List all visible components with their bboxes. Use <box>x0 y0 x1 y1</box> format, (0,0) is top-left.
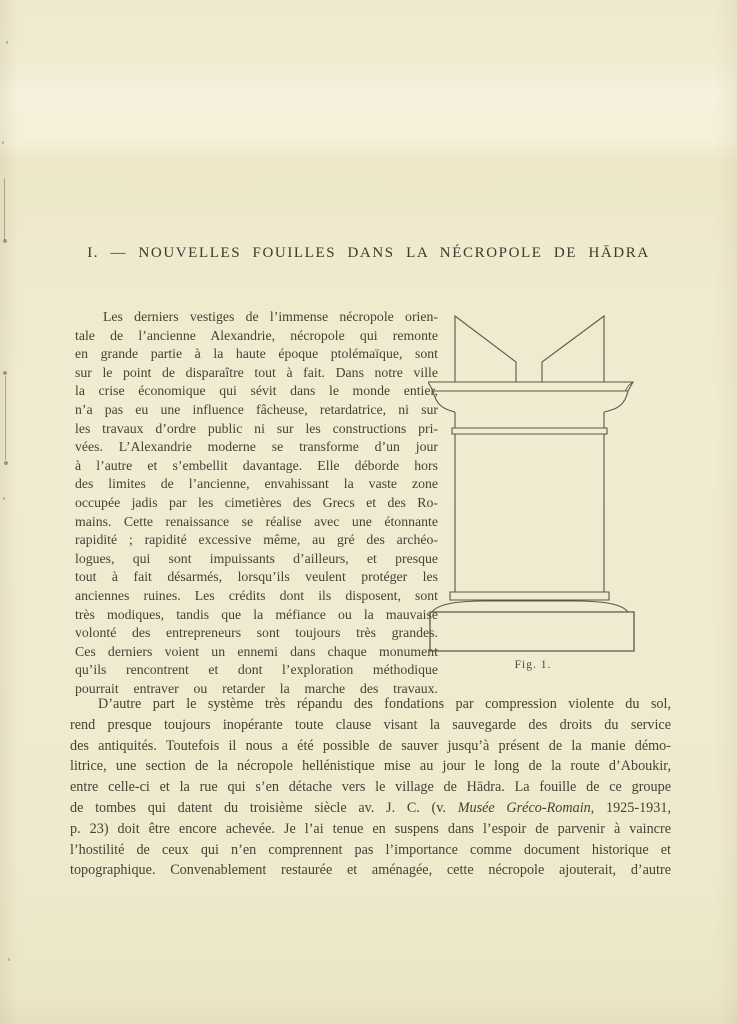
altar-fillet-band <box>452 428 607 434</box>
text-line: vées. L’Alexandrie moderne se transforme d’un jour <box>75 439 438 455</box>
altar-capital <box>433 391 628 428</box>
text-line: occupée jadis par les cimetières des Grecs et des Ro- <box>75 494 438 510</box>
binding-stitch-knot <box>4 461 8 465</box>
italic-line-post: , 1925-1931, <box>590 799 672 816</box>
text-line: en grande partie à la haute époque ptolémaïque, sont <box>75 346 438 362</box>
altar-cornice-slab <box>428 382 633 391</box>
binding-stitch-knot <box>3 239 7 243</box>
paragraph-2-lower-lines <box>70 819 671 881</box>
paragraph-2-upper-lines <box>70 694 671 798</box>
text-line: tale de l’ancienne Alexandrie, nécropole qui remonte <box>75 327 438 343</box>
text-line: qu’ils rencontrent et dont l’exploration méthodique <box>75 662 438 678</box>
text-line: Ces derniers voient un ennemi dans chaque monument <box>75 643 438 659</box>
text-line: l’hostilité de ceux qui n’en comprennent pas l’importance comme document historique et <box>70 841 671 858</box>
altar-shaft <box>455 434 604 592</box>
altar-line-drawing <box>428 299 668 655</box>
paper-speck <box>8 958 10 961</box>
text-line: anciennes ruines. Les crédits dont ils disposent, sont <box>75 587 438 603</box>
altar-horns <box>455 316 604 382</box>
paper-speck <box>3 497 5 500</box>
text-line: des antiquités. Toutefois il nous a été possible de sauver jusqu’à présent de la manie démo- <box>70 737 671 754</box>
text-line: mains. Cette renaissance se réalise avec une étonnante <box>75 513 438 529</box>
text-line: volonté des entrepreneurs sont toujours très grandes. <box>75 625 438 641</box>
italic-line-pre: de tombes qui datent du troisième siècle av. J. C. (v. <box>70 799 458 816</box>
text-line: à l’autre et s’embellit davantage. Elle déborde hors <box>75 457 438 473</box>
text-line: logues, qui sont impuissants d’ailleurs, et presque <box>75 550 438 566</box>
paragraph-2 <box>70 694 671 881</box>
text-line: des limites de l’ancienne, envahissant la vaste zone <box>75 476 438 492</box>
text-line: les travaux d’ordre public ni sur les constructions pri- <box>75 420 438 436</box>
text-line: Les derniers vestiges de l’immense nécropole orien- <box>103 309 438 324</box>
paragraph-1 <box>75 308 438 698</box>
text-line: la crise économique qui sévit dans le monde entier, <box>75 383 438 399</box>
text-line: litrice, une section de la nécropole hellénistique mise au jour le long de la route d’Aboukir, <box>70 758 671 775</box>
book-title-italic: Musée Gréco-Romain <box>457 799 591 816</box>
binding-stitch <box>5 376 6 460</box>
text-line: rapidité ; rapidité excessive même, au gré des archéo- <box>75 532 438 548</box>
figure-caption: Fig. 1. <box>514 659 552 671</box>
figure-1 <box>428 299 668 671</box>
altar-base <box>430 592 634 651</box>
page-title: I. — NOUVELLES FOUILLES DANS LA NÉCROPOLE DE HĀDRA <box>87 245 650 261</box>
text-line: très modiques, tandis que la méfiance ou la mauvaise <box>75 606 438 622</box>
text-line: sur le point de disparaître tout à fait. Dans notre ville <box>75 364 438 380</box>
text-line-with-italic <box>70 798 671 819</box>
text-line: p. 23) doit être encore achevée. Je l’ai tenue en suspens dans l’espoir de parvenir à vaincre <box>70 820 671 837</box>
paper-speck <box>6 41 8 44</box>
text-line: pourrait entraver ou retarder la marche des travaux. <box>75 680 438 696</box>
binding-stitch-knot <box>3 371 7 375</box>
text-line: n’a pas eu une influence fâcheuse, retardatrice, ni sur <box>75 401 438 417</box>
text-line: entre celle-ci et la rue qui s’en détache vers le village de Hādra. La fouille de ce groupe <box>70 779 671 796</box>
text-line: D’autre part le système très répandu des fondations par compression violente du sol, <box>98 696 671 712</box>
binding-stitch <box>4 178 5 240</box>
paper-speck <box>2 141 4 144</box>
text-line: tout à fait désarmés, lorsqu’ils veulent protéger les <box>75 569 438 585</box>
text-line: rend presque toujours inopérante toute clause visant la sauvegarde des droits du service <box>70 716 671 733</box>
text-line: topographique. Convenablement restaurée et aménagée, cette nécropole ajouterait, d’autre <box>70 862 671 879</box>
